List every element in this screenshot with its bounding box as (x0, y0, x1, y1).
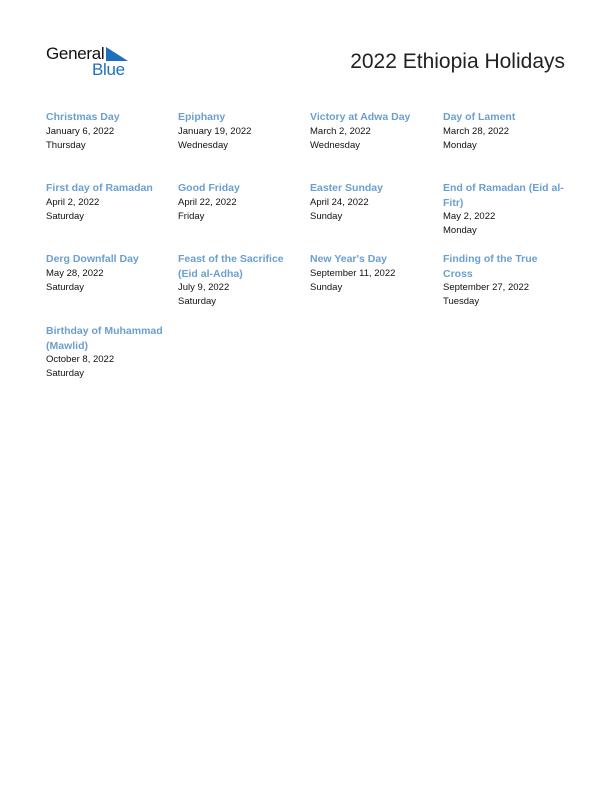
holiday-name: End of Ramadan (Eid al-Fitr) (443, 182, 564, 209)
brand-logo (46, 44, 136, 80)
holiday-item (46, 110, 172, 153)
holiday-weekday: Thursday (46, 139, 86, 151)
holiday-weekday: Saturday (46, 281, 85, 293)
holiday-item (443, 252, 569, 309)
holiday-weekday: Wednesday (178, 139, 228, 151)
holiday-name: Good Friday (178, 182, 240, 194)
holiday-weekday: Tuesday (443, 296, 480, 307)
holiday-item (178, 110, 304, 153)
holiday-date: January 6, 2022 (46, 125, 115, 137)
holiday-weekday: Wednesday (310, 139, 360, 151)
holiday-name: Finding of the True Cross (443, 253, 538, 280)
holiday-name: New Year's Day (310, 253, 388, 265)
holiday-weekday: Monday (443, 225, 477, 236)
holiday-item (443, 181, 569, 238)
holiday-name: First day of Ramadan (46, 182, 153, 194)
holiday-date: January 19, 2022 (178, 125, 252, 137)
holiday-date: May 28, 2022 (46, 267, 104, 279)
holiday-date: July 9, 2022 (178, 282, 230, 293)
holiday-name: Feast of the Sacrifice (Eid al-Adha) (178, 253, 284, 280)
holiday-item (310, 110, 436, 153)
holiday-weekday: Sunday (310, 281, 343, 293)
holiday-name: Birthday of Muhammad (Mawlid) (46, 325, 163, 352)
holiday-weekday: Sunday (310, 210, 343, 222)
holiday-weekday: Saturday (46, 210, 85, 222)
holiday-date: April 2, 2022 (46, 196, 100, 208)
holiday-item (310, 181, 436, 224)
holiday-item (443, 110, 569, 153)
page-title: 2022 Ethiopia Holidays (350, 50, 565, 73)
holiday-date: September 11, 2022 (310, 267, 396, 279)
holiday-item (178, 252, 304, 309)
holiday-weekday: Saturday (46, 368, 85, 379)
holiday-date: April 22, 2022 (178, 196, 237, 208)
holiday-date: October 8, 2022 (46, 354, 115, 365)
holiday-name: Christmas Day (46, 111, 120, 123)
holiday-name: Victory at Adwa Day (310, 111, 411, 123)
holiday-date: May 2, 2022 (443, 211, 496, 222)
holiday-date: April 24, 2022 (310, 196, 369, 208)
holiday-item (46, 181, 172, 224)
holiday-weekday: Friday (178, 210, 205, 222)
holiday-name: Epiphany (178, 111, 226, 123)
holiday-weekday: Saturday (178, 296, 217, 307)
holiday-date: September 27, 2022 (443, 282, 530, 293)
holiday-item (46, 252, 172, 295)
holiday-name: Easter Sunday (310, 182, 383, 194)
holiday-name: Derg Downfall Day (46, 253, 139, 265)
brand-name-general: General (46, 44, 105, 63)
holiday-item (178, 181, 304, 224)
holiday-item (46, 324, 172, 381)
holiday-item (310, 252, 436, 295)
holiday-date: March 2, 2022 (310, 125, 371, 137)
holiday-date: March 28, 2022 (443, 125, 510, 137)
holiday-weekday: Monday (443, 139, 477, 151)
holiday-name: Day of Lament (443, 111, 516, 123)
brand-name-blue: Blue (92, 60, 125, 79)
